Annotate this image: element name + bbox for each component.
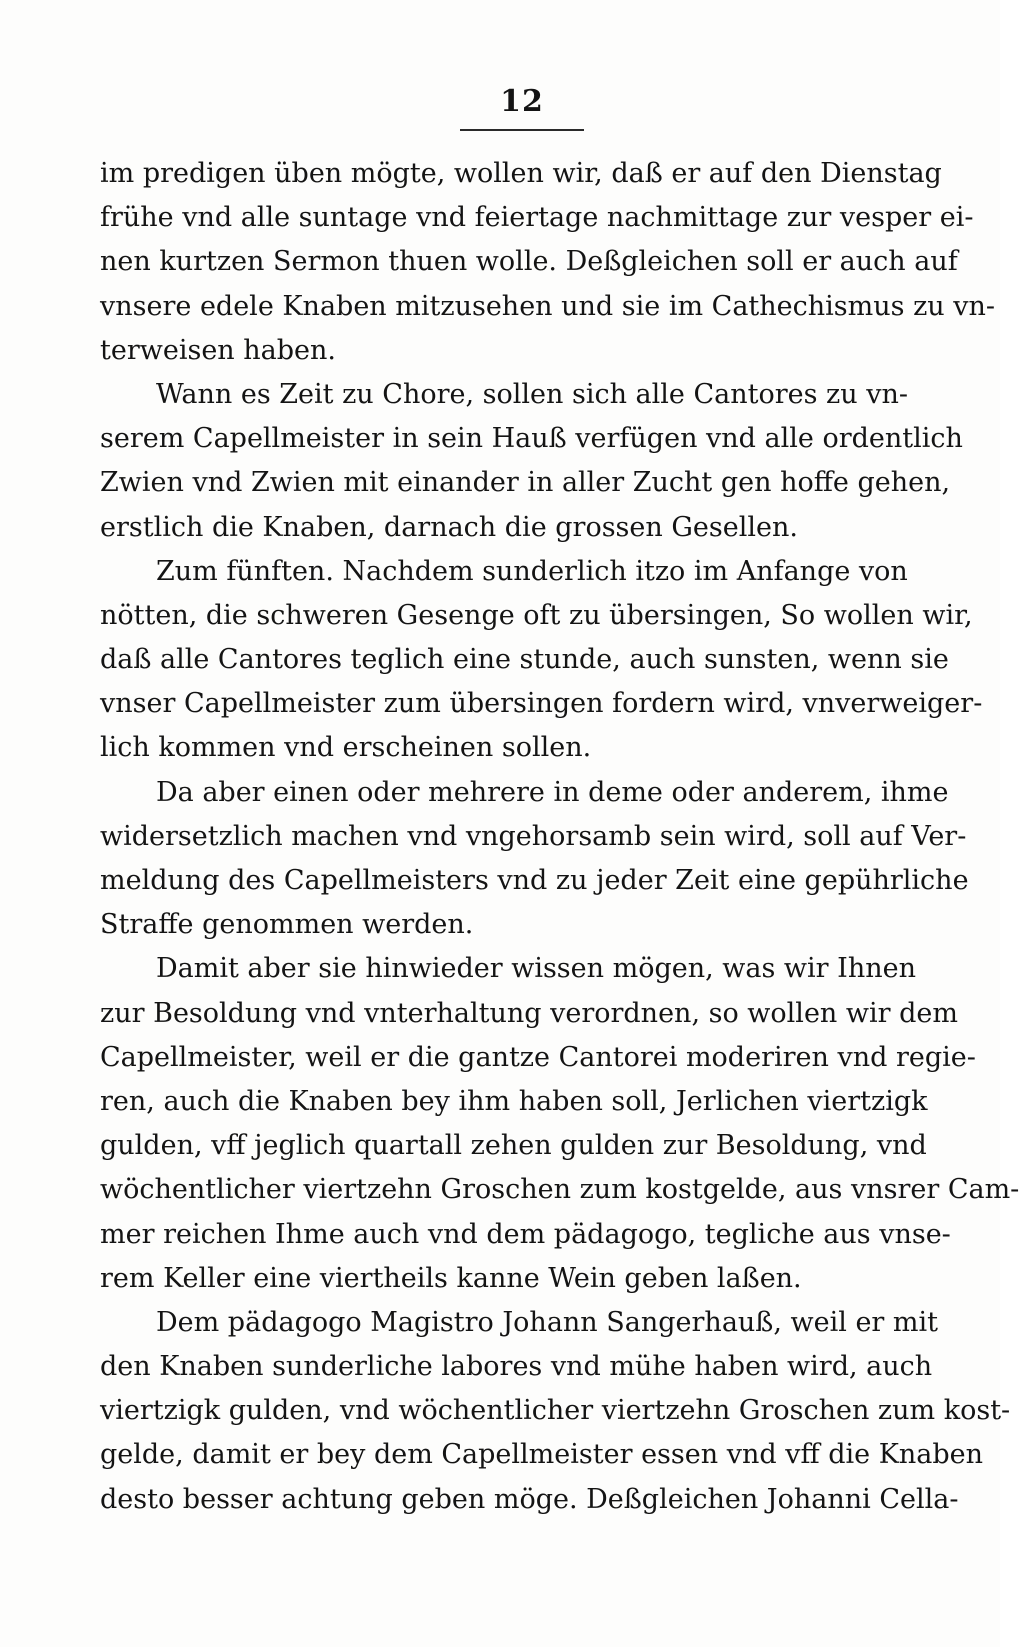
text-line: nötten, die schweren Gesenge oft zu übersingen, So wollen wir, — [100, 599, 973, 631]
page-number: 12 — [500, 84, 544, 119]
text-line: Dem pädagogo Magistro Johann Sangerhauß, weil er mit — [156, 1306, 938, 1338]
text-line: mer reichen Ihme auch vnd dem pädagogo, tegliche aus vnse- — [100, 1218, 951, 1250]
text-line: Da aber einen oder mehrere in deme oder anderem, ihme — [156, 776, 949, 808]
text-line: serem Capellmeister in sein Hauß verfügen vnd alle ordentlich — [100, 423, 963, 455]
text-line: Damit aber sie hinwieder wissen mögen, was wir Ihnen — [156, 953, 916, 985]
text-line: Zwien vnd Zwien mit einander in aller Zucht gen hoffe gehen, — [100, 467, 951, 499]
text-line: zur Besoldung vnd vnterhaltung verordnen, so wollen wir dem — [100, 997, 958, 1029]
text-line: wöchentlicher viertzehn Groschen zum kostgelde, aus vnsrer Cam- — [100, 1174, 1019, 1206]
text-line: gulden, vff jeglich quartall zehen gulden zur Besoldung, vnd — [100, 1130, 927, 1162]
text-line: Capellmeister, weil er die gantze Cantorei moderiren vnd regie- — [100, 1041, 976, 1073]
header-rule — [460, 129, 584, 131]
text-line: Zum fünften. Nachdem sunderlich itzo im Anfange von — [156, 555, 908, 587]
text-line: widersetzlich machen vnd vngehorsamb sein wird, soll auf Ver- — [100, 820, 967, 852]
text-line: nen kurtzen Sermon thuen wolle. Deßgleichen soll er auch auf — [100, 246, 958, 278]
text-line: ren, auch die Knaben bey ihm haben soll, Jerlichen viertzigk — [100, 1085, 928, 1117]
text-line: den Knaben sunderliche labores vnd mühe haben wird, auch — [100, 1351, 933, 1383]
text-line: Wann es Zeit zu Chore, sollen sich alle Cantores zu vn- — [156, 378, 909, 410]
text-line: frühe vnd alle suntage vnd feiertage nachmittage zur vesper ei- — [100, 202, 974, 234]
text-line: erstlich die Knaben, darnach die grossen Gesellen. — [100, 511, 798, 543]
text-line: gelde, damit er bey dem Capellmeister essen vnd vff die Knaben — [100, 1439, 984, 1471]
text-line: daß alle Cantores teglich eine stunde, auch sunsten, wenn sie — [100, 644, 949, 676]
text-line: lich kommen vnd erscheinen sollen. — [100, 732, 592, 764]
text-line: terweisen haben. — [100, 334, 336, 366]
text-line: rem Keller eine viertheils kanne Wein geben laßen. — [100, 1262, 802, 1294]
text-line: im predigen üben mögte, wollen wir, daß er auf den Dienstag — [100, 158, 942, 189]
text-line: Straffe genommen werden. — [100, 909, 474, 941]
body-text — [100, 152, 1019, 1522]
text-line: vnsere edele Knaben mitzusehen und sie im Cathechismus zu vn- — [100, 290, 996, 322]
text-line: desto besser achtung geben möge. Deßgleichen Johanni Cella- — [100, 1483, 959, 1515]
text-line: meldung des Capellmeisters vnd zu jeder Zeit eine gepührliche — [100, 865, 969, 896]
text-line: vnser Capellmeister zum übersingen fordern wird, vnverweiger- — [100, 688, 983, 720]
text-line: viertzigk gulden, vnd wöchentlicher viertzehn Groschen zum kost- — [100, 1395, 1011, 1427]
